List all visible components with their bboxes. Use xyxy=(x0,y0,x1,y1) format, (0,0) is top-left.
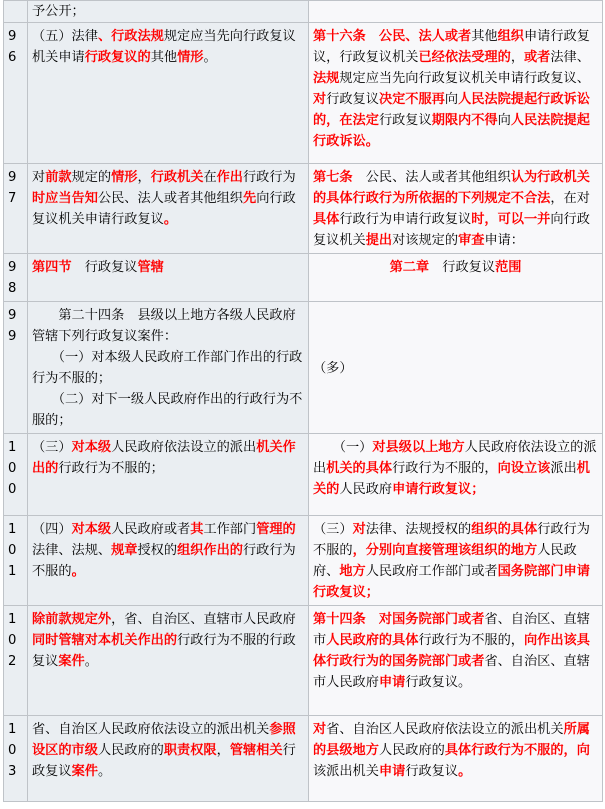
text-segment: 向作出该具体行政行为的国务院部门或者 xyxy=(313,633,590,669)
text-segment: 行政复议 xyxy=(429,260,496,275)
text-segment: （一）对本级人民政府工作部门作出的行政行为不服的； xyxy=(32,350,303,386)
text-segment: 对本级 xyxy=(71,522,112,537)
text-segment: 参照设区的市级 xyxy=(32,722,296,758)
text-segment: 除前款规定外 xyxy=(32,612,112,627)
text-segment: 予公开； xyxy=(32,4,85,19)
text-segment: 地方 xyxy=(339,564,366,579)
text-segment: 人民政府工作部门或者 xyxy=(365,564,498,579)
text-segment: 。 xyxy=(71,564,85,579)
new-law-cell xyxy=(28,23,309,164)
text-segment: 申请： xyxy=(484,233,524,248)
old-law-cell xyxy=(309,516,603,606)
text-segment: 行政行为不服的 xyxy=(313,522,590,558)
text-segment: 向 xyxy=(497,113,511,128)
text-segment: 申请行政复议，行政复议机关 xyxy=(313,29,590,65)
text-segment: ，省、自治区、直辖市人民政府 xyxy=(111,612,296,627)
text-segment: 先 xyxy=(243,191,257,206)
text-segment: 公民、法人或者其他组织 xyxy=(352,170,511,185)
text-segment: 或者 xyxy=(524,50,551,65)
text-segment: 行政复议。 xyxy=(405,675,472,690)
table-row xyxy=(4,606,603,716)
text-segment: 工作部门 xyxy=(203,522,257,537)
text-segment: 对 xyxy=(313,92,327,107)
text-segment: 向行政复议机关 xyxy=(313,212,590,248)
text-segment: 。 xyxy=(97,764,112,779)
text-segment: 申请 xyxy=(378,764,406,779)
text-segment: 行政复议 xyxy=(32,743,296,779)
text-segment: ，分别向直接管理该组织的地方 xyxy=(352,543,538,558)
text-segment: 机关的 xyxy=(313,461,590,497)
old-law-cell xyxy=(309,606,603,716)
text-segment: ， xyxy=(216,743,230,758)
row-number xyxy=(4,1,28,23)
text-segment: 。 xyxy=(84,654,98,669)
old-law-cell xyxy=(309,254,603,302)
text-segment: 省、自治区人民政府依法设立的派出机关 xyxy=(326,722,564,737)
text-segment: 职责权限 xyxy=(163,743,217,758)
text-segment: 该派出机关 xyxy=(313,764,379,779)
text-segment: 申请 xyxy=(378,675,406,690)
text-segment: 第七条 xyxy=(313,170,353,185)
table-row xyxy=(4,716,603,802)
text-segment: 对县级以上地方 xyxy=(372,440,465,455)
text-segment: 案件 xyxy=(71,764,98,779)
text-segment: 时应当告知 xyxy=(32,191,98,206)
text-segment: 人民政府依法设立的派出 xyxy=(111,440,257,455)
text-segment: 审查 xyxy=(458,233,485,248)
old-law-cell xyxy=(309,1,603,23)
text-segment: 范围 xyxy=(495,260,522,275)
text-segment: 对 xyxy=(352,522,366,537)
new-law-cell xyxy=(28,716,309,802)
table-row xyxy=(4,164,603,254)
text-segment: （一） xyxy=(313,440,373,455)
row-number xyxy=(4,164,28,254)
text-segment: 其他 xyxy=(471,29,498,44)
text-segment: 行政复议 xyxy=(378,113,432,128)
text-segment: 已经依法受理的 xyxy=(418,50,511,65)
text-segment: 人民政府的 xyxy=(97,743,164,758)
text-segment: 人民政府的具体 xyxy=(326,633,419,648)
text-segment: 人民政府 xyxy=(339,482,393,497)
text-segment: （四） xyxy=(32,522,72,537)
text-segment: 申请行政复议； xyxy=(392,482,485,497)
text-segment: 期限内不得 xyxy=(431,113,498,128)
text-segment: 管辖 xyxy=(137,260,164,275)
text-segment: 第二章 xyxy=(389,260,430,275)
row-number-text: 99 xyxy=(8,308,17,344)
text-segment: 时，可以一并 xyxy=(471,212,551,227)
text-segment: 具体 xyxy=(313,212,340,227)
text-segment: 省、自治区、直辖市 xyxy=(313,612,590,648)
text-segment: （三） xyxy=(32,440,72,455)
text-segment: 。 xyxy=(163,212,178,227)
paragraph xyxy=(32,347,304,389)
text-segment: 第二十四条 县级以上地方各级人民政府管辖下列行政复议案件： xyxy=(32,308,296,344)
text-segment: ， xyxy=(137,170,151,185)
text-segment: 对 xyxy=(313,722,327,737)
text-segment: 第十六条 公民、法人或者 xyxy=(313,29,472,44)
table-row xyxy=(4,302,603,434)
text-segment: 行政机关 xyxy=(150,170,204,185)
row-number xyxy=(4,302,28,434)
text-segment: 。 xyxy=(203,50,217,65)
text-segment: 行政复议 xyxy=(405,764,459,779)
text-segment: 第四节 xyxy=(32,260,72,275)
new-law-cell xyxy=(28,1,309,23)
new-law-cell xyxy=(28,254,309,302)
text-segment: 省、自治区人民政府依法设立的派出机关 xyxy=(32,722,270,737)
old-law-cell xyxy=(309,23,603,164)
text-segment: 、行政法规 xyxy=(97,29,164,44)
old-law-cell xyxy=(309,164,603,254)
new-law-cell xyxy=(28,516,309,606)
text-segment: 案件 xyxy=(58,654,85,669)
text-segment: 规章 xyxy=(111,543,138,558)
paragraph xyxy=(32,389,304,431)
text-segment: 向行政复议机关申请行政复议 xyxy=(32,191,296,227)
table-row xyxy=(4,254,603,302)
old-law-cell xyxy=(309,716,603,802)
row-number xyxy=(4,716,28,802)
text-segment: 行政复议 xyxy=(326,92,379,107)
text-segment: 法律、 xyxy=(550,50,590,65)
text-segment: 行政行为不服的， xyxy=(418,633,524,648)
text-segment: 行政复议 xyxy=(71,260,138,275)
text-segment: 行政行为申请行政复议 xyxy=(339,212,472,227)
text-segment: 人民政府的 xyxy=(378,743,445,758)
centered-heading xyxy=(313,257,598,278)
text-segment: （多） xyxy=(313,360,353,376)
row-number-text: 100 xyxy=(8,440,17,497)
comparison-table-body xyxy=(4,1,603,802)
text-segment: 派出 xyxy=(550,461,577,476)
text-segment: （五）法律 xyxy=(32,29,98,44)
text-segment: 向 xyxy=(444,92,459,107)
text-segment: 行政行为不服的， xyxy=(392,461,498,476)
table-row xyxy=(4,1,603,23)
text-segment: 前款 xyxy=(45,170,72,185)
text-segment: 同时管辖对本机关作出的 xyxy=(32,633,178,648)
row-number-text: 103 xyxy=(8,722,17,779)
new-law-cell xyxy=(28,434,309,516)
text-segment: 行政行为不服的行政复议 xyxy=(32,633,296,669)
text-segment: 对本级 xyxy=(71,440,112,455)
row-number xyxy=(4,23,28,164)
text-segment: 情形 xyxy=(111,170,138,185)
text-segment: 规定的 xyxy=(71,170,112,185)
text-segment: 规定应当先向行政复议机关申请行政复议、 xyxy=(339,71,590,86)
text-segment: 行政行为不服的 xyxy=(32,543,296,579)
text-segment: 机关作出的 xyxy=(32,440,296,476)
row-number xyxy=(4,254,28,302)
text-segment: 机关的具体 xyxy=(326,461,393,476)
new-law-cell xyxy=(28,164,309,254)
text-segment: 向设立该 xyxy=(497,461,551,476)
row-number xyxy=(4,434,28,516)
text-segment: 授权的 xyxy=(137,543,178,558)
row-number-text: 97 xyxy=(8,170,17,206)
new-law-cell xyxy=(28,302,309,434)
comparison-table xyxy=(3,0,603,802)
text-segment: 法律、法规、 xyxy=(32,543,112,558)
row-number-text: 102 xyxy=(8,612,17,669)
text-segment: 其 xyxy=(190,522,204,537)
text-segment: 法律、法规授权的 xyxy=(365,522,472,537)
text-segment: 所属的县级地方 xyxy=(313,722,590,758)
old-law-cell xyxy=(309,434,603,516)
text-segment: 认为行政机关的具体行政行为所依据的下列规定不合法 xyxy=(313,170,590,206)
table-row xyxy=(4,434,603,516)
text-segment: 第十四条 对国务院部门或者 xyxy=(313,612,485,627)
text-segment: ，在对 xyxy=(550,191,590,206)
paragraph xyxy=(32,305,304,347)
row-number xyxy=(4,606,28,716)
text-segment: 人民政府或者 xyxy=(111,522,191,537)
new-law-cell xyxy=(28,606,309,716)
row-number-text: 98 xyxy=(8,260,17,296)
text-segment: 行政行为不服的； xyxy=(58,461,164,476)
row-number xyxy=(4,516,28,606)
text-segment: 省、自治区、直辖市人民政府 xyxy=(313,654,590,690)
text-segment: 行政复议的 xyxy=(84,50,151,65)
text-segment: 。 xyxy=(458,764,472,779)
text-segment: 管理的 xyxy=(256,522,296,537)
text-segment: 情形 xyxy=(177,50,204,65)
table-row xyxy=(4,516,603,606)
text-segment: 组织的具体 xyxy=(471,522,538,537)
text-segment: 国务院部门申请行政复议； xyxy=(313,564,590,600)
text-segment: ， xyxy=(510,50,524,65)
text-segment: 规定应当先向行政复议机关申请 xyxy=(32,29,296,65)
text-segment: 人民法院提起行政诉讼的，在法定 xyxy=(313,92,590,128)
text-segment: 公民、法人或者其他组织 xyxy=(97,191,243,206)
text-segment: 对该规定的 xyxy=(392,233,459,248)
text-segment: （二）对下一级人民政府作出的行政行为不服的； xyxy=(32,392,303,428)
text-segment: 管辖相关 xyxy=(229,743,283,758)
text-segment: 提出 xyxy=(365,233,393,248)
text-segment: 具体行政行为不服的，向 xyxy=(444,743,590,758)
text-segment: 行政行为 xyxy=(243,170,296,185)
text-segment: 决定不服再 xyxy=(378,92,445,107)
text-segment: 其他 xyxy=(150,50,178,65)
text-segment: 对 xyxy=(32,170,46,185)
text-segment: 在 xyxy=(203,170,217,185)
text-segment: 组织作出的 xyxy=(177,543,243,558)
row-number-text: 96 xyxy=(8,29,17,65)
text-segment: 作出 xyxy=(216,170,243,185)
row-number-text: 101 xyxy=(8,522,17,579)
text-segment: 人民政府依法设立的派出 xyxy=(313,440,597,476)
old-law-cell xyxy=(309,302,603,434)
text-segment: 人民法院提起行政诉讼。 xyxy=(313,113,590,149)
text-segment: 组织 xyxy=(497,29,524,44)
text-segment: （三） xyxy=(313,522,353,537)
text-segment: 人民政府、 xyxy=(313,543,577,579)
text-segment: 法规 xyxy=(313,71,340,86)
table-row xyxy=(4,23,603,164)
